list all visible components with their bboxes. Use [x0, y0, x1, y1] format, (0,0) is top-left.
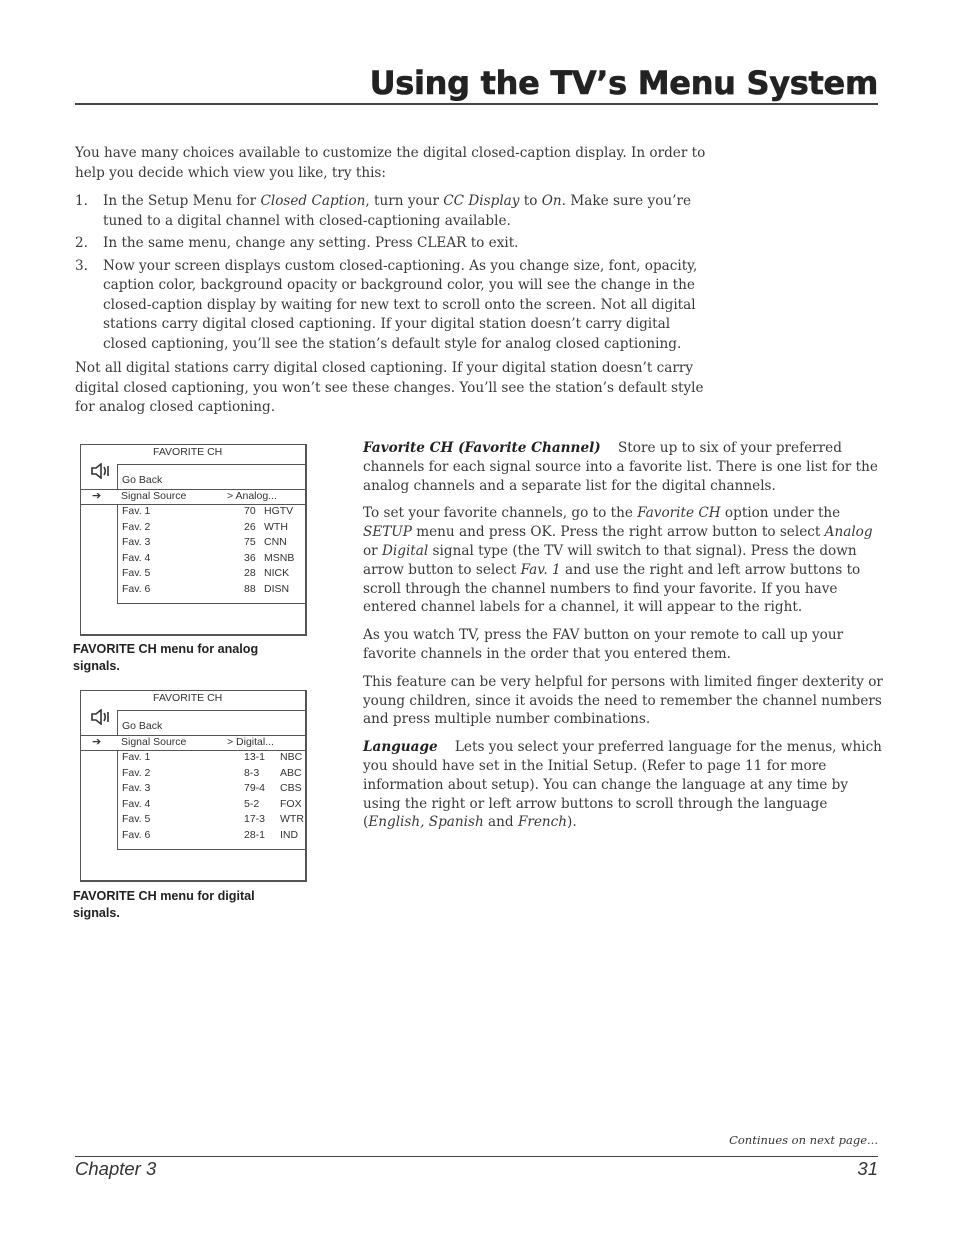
favorite-ch-analog-menu	[80, 444, 307, 636]
fav-channel-label: DISN	[264, 582, 290, 595]
signal-source-label: Signal Source	[121, 490, 187, 502]
step-number: 2.	[75, 235, 88, 251]
language-term: Language	[363, 739, 438, 756]
body-term: Fav. 1	[520, 561, 561, 578]
helpful-paragraph: This feature can be very helpful for persons with limited finger dexterity or young children, since it avoids the need to remember the channel numbers and press multiple number combinations.	[363, 673, 883, 728]
fav-channel-label: WTH	[264, 520, 288, 533]
fav-channel-label: NICK	[264, 567, 290, 579]
step-term: CC Display	[443, 193, 520, 209]
list-item[interactable]	[122, 552, 307, 567]
favorite-ch-digital-menu	[80, 690, 307, 882]
fav-channel-number: 13-1	[244, 751, 266, 763]
favorite-ch-paragraph	[363, 439, 883, 495]
fav-label: Fav. 3	[122, 536, 151, 548]
selection-arrow-icon: ➔	[92, 736, 102, 748]
body-term: Digital	[382, 542, 429, 559]
fav-channel-number: 17-3	[244, 813, 266, 825]
fav-channel-label: HGTV	[264, 505, 294, 517]
favorite-ch-description: Store up to six of your preferred channels for each signal source into a favorite list. There is one list for the analog channels and a separate list for the digital channels.	[363, 440, 878, 494]
signal-source-value: > Analog...	[227, 490, 277, 502]
chapter-label: Chapter 3	[75, 1158, 157, 1179]
page-number: 31	[857, 1158, 878, 1179]
step-3	[75, 257, 715, 355]
fav-label: Fav. 4	[122, 797, 151, 810]
step-text: In the Setup Menu for	[103, 193, 261, 209]
list-item[interactable]	[122, 536, 307, 551]
body-term: SETUP	[363, 524, 412, 541]
step-text: to	[519, 193, 542, 209]
go-back-label: Go Back	[122, 720, 163, 732]
fav-channel-label: IND	[280, 828, 299, 841]
list-item[interactable]	[122, 767, 307, 782]
go-back-item[interactable]	[117, 710, 307, 735]
fav-channel-label: ABC	[280, 766, 302, 779]
signal-source-value: > Digital...	[227, 736, 274, 748]
body-text: and	[483, 814, 518, 831]
speaker-icon	[90, 463, 110, 479]
continues-note: Continues on next page...	[729, 1133, 878, 1147]
go-back-label: Go Back	[122, 474, 163, 486]
list-item[interactable]	[122, 567, 307, 582]
body-text: ).	[567, 814, 577, 831]
step-term: On	[541, 193, 562, 209]
list-item[interactable]	[122, 782, 307, 797]
fav-channel-label: WTR	[280, 813, 304, 825]
body-text: Lets you select your preferred language for the menus, which you should have set in the Initial Setup. (Refer to page 11 for more information about setup). You can change the language at any time by using the right or left arrow buttons to scroll through the language (	[363, 739, 882, 831]
intro-note: Not all digital stations carry digital closed captioning. If your digital station doesn’t carry digital closed captioning, you won’t see these changes. You’ll see the station’s default style for analog closed captioning.	[75, 360, 704, 415]
page-title: Using the TV’s Menu System	[369, 64, 878, 102]
footer-divider	[75, 1156, 878, 1157]
fav-channel-number: 28	[244, 567, 256, 579]
fav-label: Fav. 2	[122, 520, 151, 533]
step-text: , turn your	[365, 193, 444, 209]
intro-section	[75, 144, 715, 427]
fav-channel-number: 28-1	[244, 828, 266, 841]
favorite-ch-term: Favorite CH (Favorite Channel)	[363, 440, 601, 456]
title-divider	[75, 103, 878, 105]
step-term: Closed Caption	[260, 193, 366, 209]
fav-label: Fav. 2	[122, 766, 151, 779]
list-item[interactable]	[122, 813, 307, 828]
fav-label: Fav. 5	[122, 567, 151, 579]
watch-paragraph: As you watch TV, press the FAV button on your remote to call up your favorite channels in the order that you entered them.	[363, 627, 844, 662]
fav-channel-number: 75	[244, 536, 256, 548]
list-item[interactable]	[122, 751, 307, 766]
body-text: or	[363, 542, 383, 559]
fav-channel-label: FOX	[280, 797, 302, 810]
body-text: option under the	[720, 505, 841, 522]
fav-label: Fav. 3	[122, 782, 151, 794]
step-number: 1.	[75, 193, 88, 209]
fav-channel-number: 70	[244, 505, 256, 517]
list-item[interactable]	[122, 521, 307, 536]
body-term: English, Spanish	[368, 814, 484, 831]
signal-source-row[interactable]	[81, 735, 307, 751]
fav-label: Fav. 6	[122, 582, 151, 595]
fav-channel-number: 26	[244, 520, 256, 533]
step-number: 3.	[75, 257, 88, 274]
list-item[interactable]	[122, 829, 307, 844]
body-term: Favorite CH	[637, 505, 721, 522]
fav-label: Fav. 6	[122, 828, 151, 841]
signal-source-row[interactable]	[81, 489, 307, 505]
fav-label: Fav. 1	[122, 505, 151, 517]
body-text: menu and press OK. Press the right arrow button to select	[411, 524, 825, 541]
fav-channel-label: NBC	[280, 751, 303, 763]
list-item[interactable]	[122, 583, 307, 598]
fav-channel-number: 79-4	[244, 782, 266, 794]
fav-label: Fav. 4	[122, 551, 151, 564]
step-1	[75, 192, 715, 231]
favorites-list	[117, 504, 307, 604]
body-text: signal type (the TV will switch to that signal). Press the down arrow button to select	[363, 542, 857, 578]
fav-channel-label: CBS	[280, 782, 302, 794]
body-term: Analog	[824, 524, 873, 541]
step-text: In the same menu, change any setting. Press CLEAR to exit.	[103, 235, 519, 251]
body-text: To set your favorite channels, go to the	[363, 505, 638, 522]
menu-title: FAVORITE CH	[153, 692, 223, 704]
intro-paragraph: You have many choices available to customize the digital closed-caption display. In order to help you decide which view you like, try this:	[75, 145, 706, 181]
right-column	[363, 439, 883, 841]
step-text: . Make sure you’re tuned to a digital channel with closed-captioning available.	[103, 193, 692, 229]
language-paragraph	[363, 738, 883, 832]
list-item[interactable]	[122, 505, 307, 520]
speaker-icon	[90, 709, 110, 725]
fav-label: Fav. 1	[122, 751, 151, 763]
fav-channel-label: MSNB	[264, 551, 295, 564]
body-term: French	[517, 814, 568, 831]
fav-channel-label: CNN	[264, 536, 287, 548]
fav-channel-number: 8-3	[244, 766, 260, 779]
analog-menu-caption: FAVORITE CH menu for analog signals.	[73, 642, 259, 673]
favorites-list	[117, 750, 307, 850]
fav-channel-number: 5-2	[244, 797, 260, 810]
go-back-item[interactable]	[117, 464, 307, 489]
steps-list	[75, 192, 715, 354]
list-item[interactable]	[122, 798, 307, 813]
fav-channel-number: 88	[244, 582, 256, 595]
fav-label: Fav. 5	[122, 813, 151, 825]
selection-arrow-icon: ➔	[92, 490, 102, 502]
step-2	[75, 234, 715, 254]
signal-source-label: Signal Source	[121, 736, 187, 748]
digital-menu-caption: FAVORITE CH menu for digital signals.	[73, 889, 255, 920]
step-text: Now your screen displays custom closed-captioning. As you change size, font, opacity, caption color, background opacity or background color, you will see the change in the closed-caption display by waiting for new text to scroll onto the screen. Not all digital stations carry digital closed captioning. If your digital station doesn’t carry digital closed captioning, you’ll see the station’s default style for analog closed captioning.	[103, 257, 698, 352]
fav-channel-number: 36	[244, 551, 256, 564]
set-favorites-paragraph	[363, 504, 883, 617]
menu-title: FAVORITE CH	[153, 446, 223, 458]
body-text: and use the right and left arrow buttons to scroll through the channel numbers to find your favorite. If you have entered channel labels for a channel, it will appear to the right.	[363, 561, 861, 616]
